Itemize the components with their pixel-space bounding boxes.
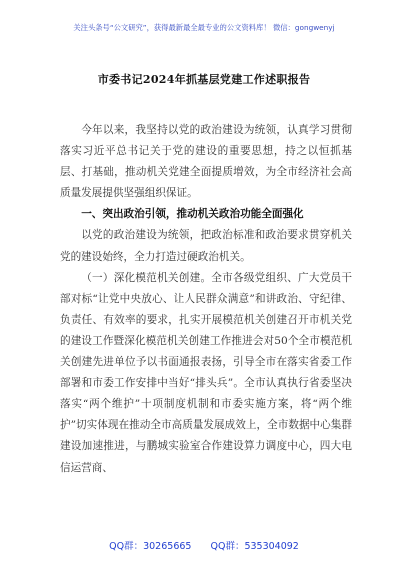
section-heading: 一、突出政治引领，推动机关政治功能全面强化 — [81, 208, 304, 221]
promo-banner: 关注头条号“公文研究”，获得最新最全最专业的公文资料库！ 微信：gongwenyj — [73, 23, 335, 32]
footer-qq-group-1: QQ群：30265665 — [109, 541, 192, 552]
document-body — [60, 120, 352, 479]
section-intro-paragraph: 以党的政治建设为统领，把政治标准和政治要求贯穿机关党的建设始终，全力打造过硬政治机关。 — [60, 229, 352, 263]
footer-qq-group-2: QQ群：535304092 — [210, 541, 299, 552]
intro-paragraph: 今年以来，我坚持以党的政治建设为统领，认真学习贯彻落实习近平总书记关于党的建设的重要思想，持之以恒抓基层、打基础，推动机关党建全面提质增效，为全市经济社会高质量发展提供坚强组织保证。 — [60, 124, 352, 200]
footer-contacts — [0, 538, 408, 552]
document-title: 市委书记2024年抓基层党建工作述职报告 — [97, 73, 311, 86]
section-item-paragraph: （一）深化模范机关创建。全市各级党组织、广大党员干部对标“让党中央放心、让人民群众满意”和讲政治、守纪律、负责任、有效率的要求，扎实开展模范机关创建召开市机关党的建设工作暨深化模范机关创建工作推进会对50个全市模范机关创建先进单位予以书面通报表扬，引导全市在落实省委工作部署和市委工作安排中当好“排头兵”。全市认真执行省委坚决落实“两个维护”十项制度机制和市委实施方案，将“两个维护”切实体现在推动全市高质量发展成效上，全市数据中心集群建设加速推进，与鹏城实验室合作建设算力调度中心，四大电信运营商、 — [60, 271, 352, 474]
